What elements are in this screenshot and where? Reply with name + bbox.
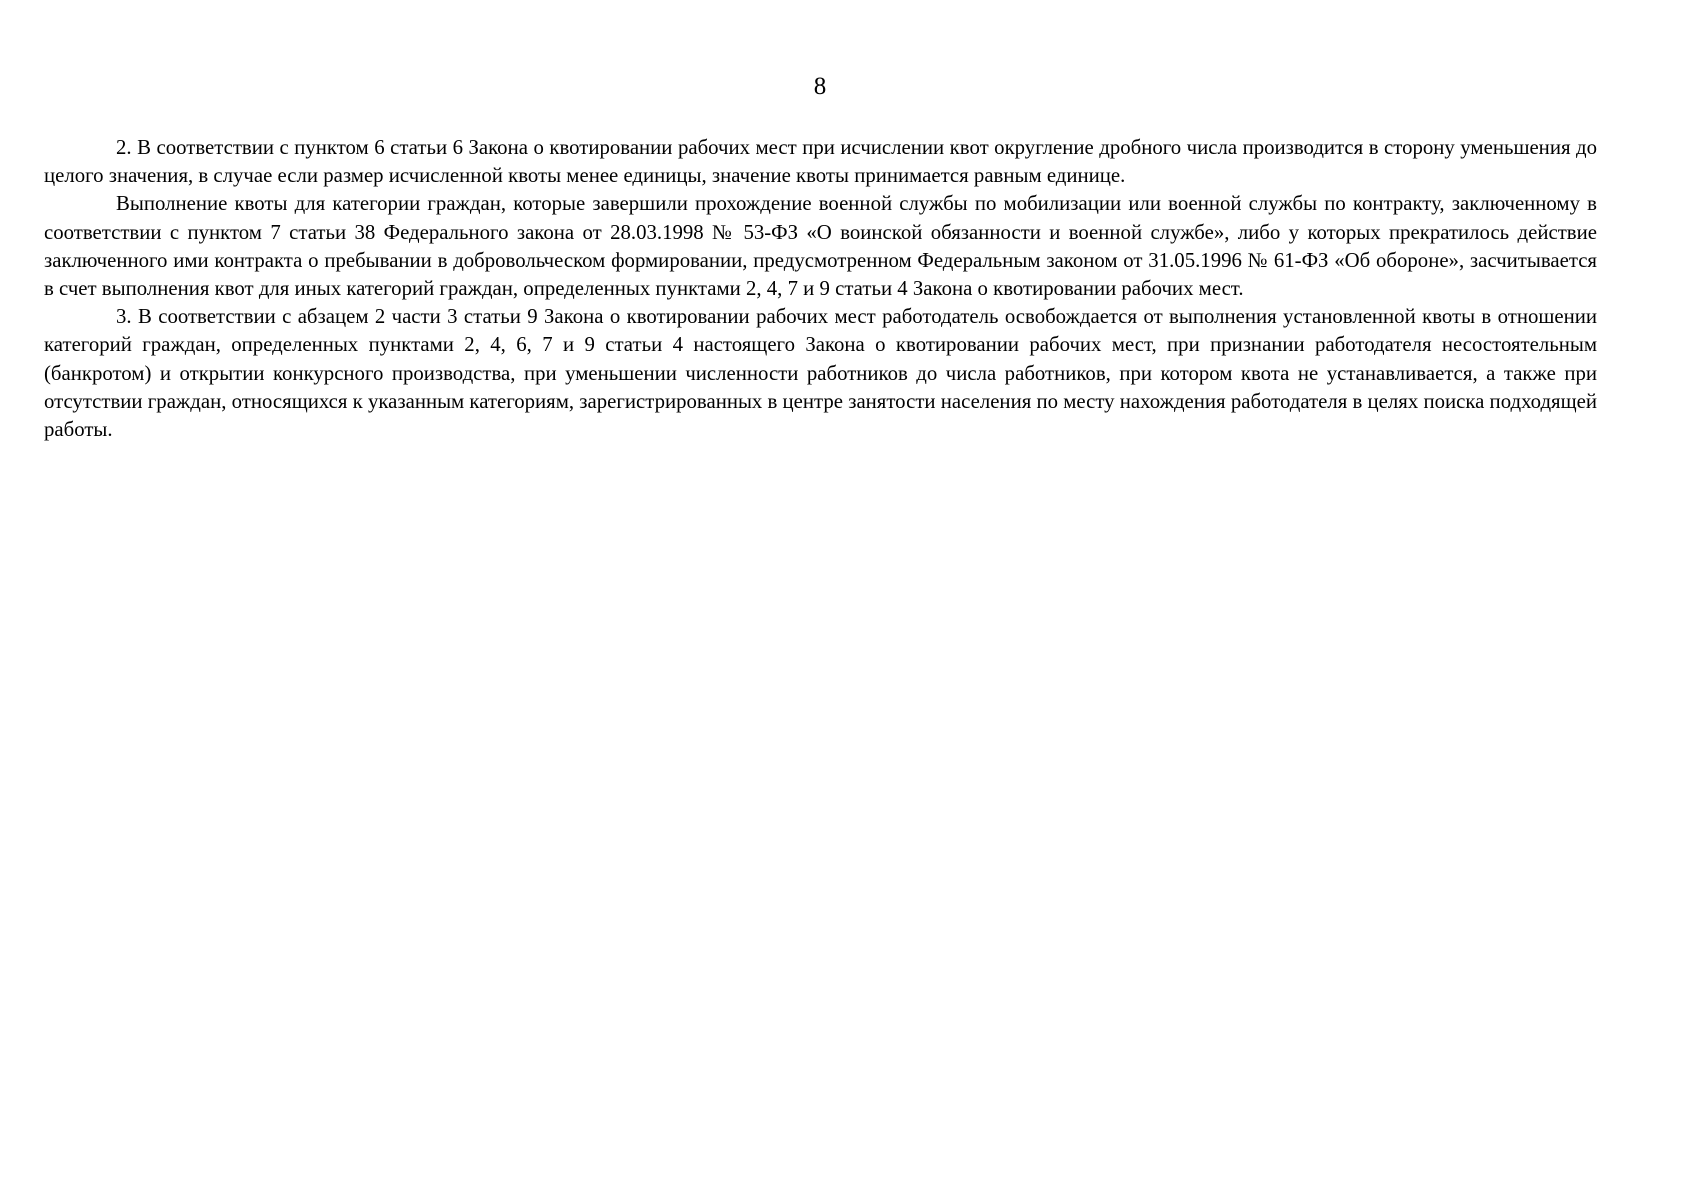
document-body [44, 134, 1597, 444]
page-number: 8 [813, 73, 827, 100]
paragraph-quota-exemption: 3. В соответствии с абзацем 2 части 3 статьи 9 Закона о квотировании рабочих мест работодатель освобождается от выполнения установленной квоты в отношении категорий граждан, определенных пунктами 2, 4, 6, 7 и 9 статьи 4 настоящего Закона о квотировании рабочих мест, при признании работодателя несостоятельным (банкротом) и открытии конкурсного производства, при уменьшении численности работников до числа работников, при котором квота не устанавливается, а также при отсутствии граждан, относящихся к указанным категориям, зарегистрированных в центре занятости населения по месту нахождения работодателя в целях поиска подходящей работы. [44, 305, 1597, 442]
paragraph-quota-rounding: 2. В соответствии с пунктом 6 статьи 6 Закона о квотировании рабочих мест при исчислении квот округление дробного числа производится в сторону уменьшения до целого значения, в случае если размер исчисленной квоты менее единицы, значение квоты принимается равным единице. [44, 136, 1597, 188]
paragraph-quota-fulfillment: Выполнение квоты для категории граждан, которые завершили прохождение военной службы по мобилизации или военной службы по контракту, заключенному в соответствии с пунктом 7 статьи 38 Федерального закона от 28.03.1998 № 53-ФЗ «О воинской обязанности и военной службе», либо у которых прекратилось действие заключенного ими контракта о пребывании в добровольческом формировании, предусмотренном Федеральным законом от 31.05.1996 № 61-ФЗ «Об обороне», засчитывается в счет выполнения квот для иных категорий граждан, определенных пунктами 2, 4, 7 и 9 статьи 4 Закона о квотировании рабочих мест. [44, 192, 1597, 301]
